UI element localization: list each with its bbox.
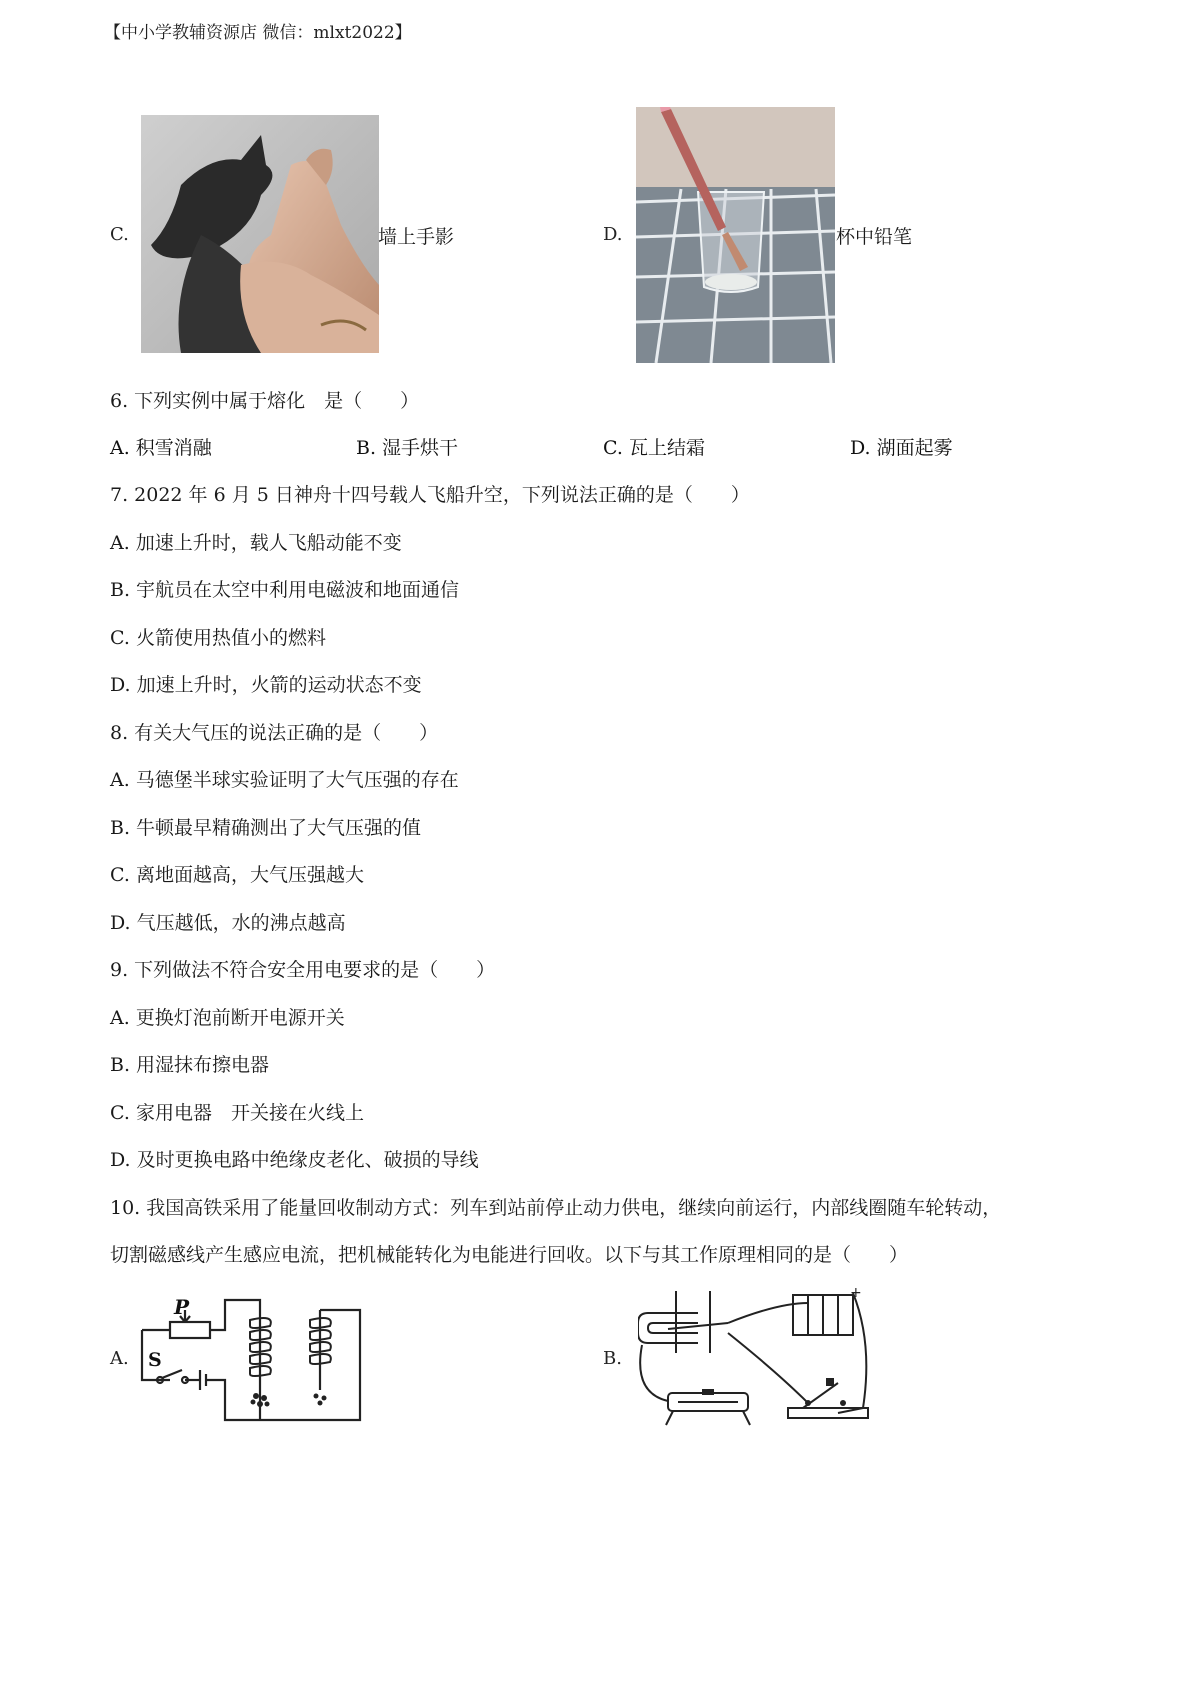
q5-option-c-letter: C. — [110, 224, 129, 245]
q8-stem: 8. 有关大气压的说法正确的是（ ） — [110, 722, 439, 744]
q7-option-b: B. 宇航员在太空中利用电磁波和地面通信 — [110, 579, 460, 601]
q9-option-d: D. 及时更换电路中绝缘皮老化、破损的导线 — [110, 1149, 479, 1171]
q6-option-c: C. 瓦上结霜 — [603, 437, 705, 459]
q9-option-b: B. 用湿抹布擦电器 — [110, 1054, 270, 1076]
q7-option-d: D. 加速上升时，火箭的运动状态不变 — [110, 674, 422, 696]
q7-option-a: A. 加速上升时，载人飞船动能不变 — [110, 532, 402, 554]
q5-option-d-letter: D. — [603, 224, 623, 245]
slider-p-label: P — [174, 1295, 190, 1319]
q5-option-d-caption: 杯中铅笔 — [836, 226, 913, 248]
electromagnet-circuit-diagram — [140, 1290, 365, 1426]
q8-option-a: A. 马德堡半球实验证明了大气压强的存在 — [110, 769, 459, 791]
q10-option-a-letter: A. — [110, 1348, 129, 1369]
battery-plus-sign: + — [850, 1285, 862, 1301]
q6-stem: 6. 下列实例中属于熔化 是（ ） — [110, 390, 420, 412]
header-watermark: 【中小学教辅资源店 微信：mlxt2022】 — [104, 23, 412, 43]
q5-option-c-caption: 墙上手影 — [378, 226, 455, 248]
q8-option-d: D. 气压越低，水的沸点越高 — [110, 912, 346, 934]
q10-option-b-letter: B. — [603, 1348, 622, 1369]
q8-option-b: B. 牛顿最早精确测出了大气压强的值 — [110, 817, 422, 839]
q9-option-a: A. 更换灯泡前断开电源开关 — [110, 1007, 345, 1029]
q6-option-a: A. 积雪消融 — [110, 437, 212, 459]
q7-option-c: C. 火箭使用热值小的燃料 — [110, 627, 326, 649]
q6-option-d: D. 湖面起雾 — [850, 437, 953, 459]
q6-option-b: B. 湿手烘干 — [356, 437, 459, 459]
magnet-rod-circuit-diagram — [638, 1283, 878, 1433]
q9-stem: 9. 下列做法不符合安全用电要求的是（ ） — [110, 959, 496, 981]
q8-option-c: C. 离地面越高，大气压强越大 — [110, 864, 364, 886]
q6-options — [110, 435, 1010, 461]
hand-shadow-photo — [141, 115, 379, 353]
q7-stem: 7. 2022 年 6 月 5 日神舟十四号载人飞船升空，下列说法正确的是（ ） — [110, 484, 750, 506]
q10-stem-line1: 10. 我国高铁采用了能量回收制动方式：列车到站前停止动力供电，继续向前运行，内部线圈随车轮转动， — [110, 1197, 1002, 1219]
switch-s-label: S — [148, 1349, 162, 1371]
pencil-in-glass-photo — [636, 107, 835, 363]
q9-option-c: C. 家用电器 开关接在火线上 — [110, 1102, 364, 1124]
q10-stem-line2: 切割磁感线产生感应电流，把机械能转化为电能进行回收。以下与其工作原理相同的是（ ） — [110, 1244, 909, 1266]
